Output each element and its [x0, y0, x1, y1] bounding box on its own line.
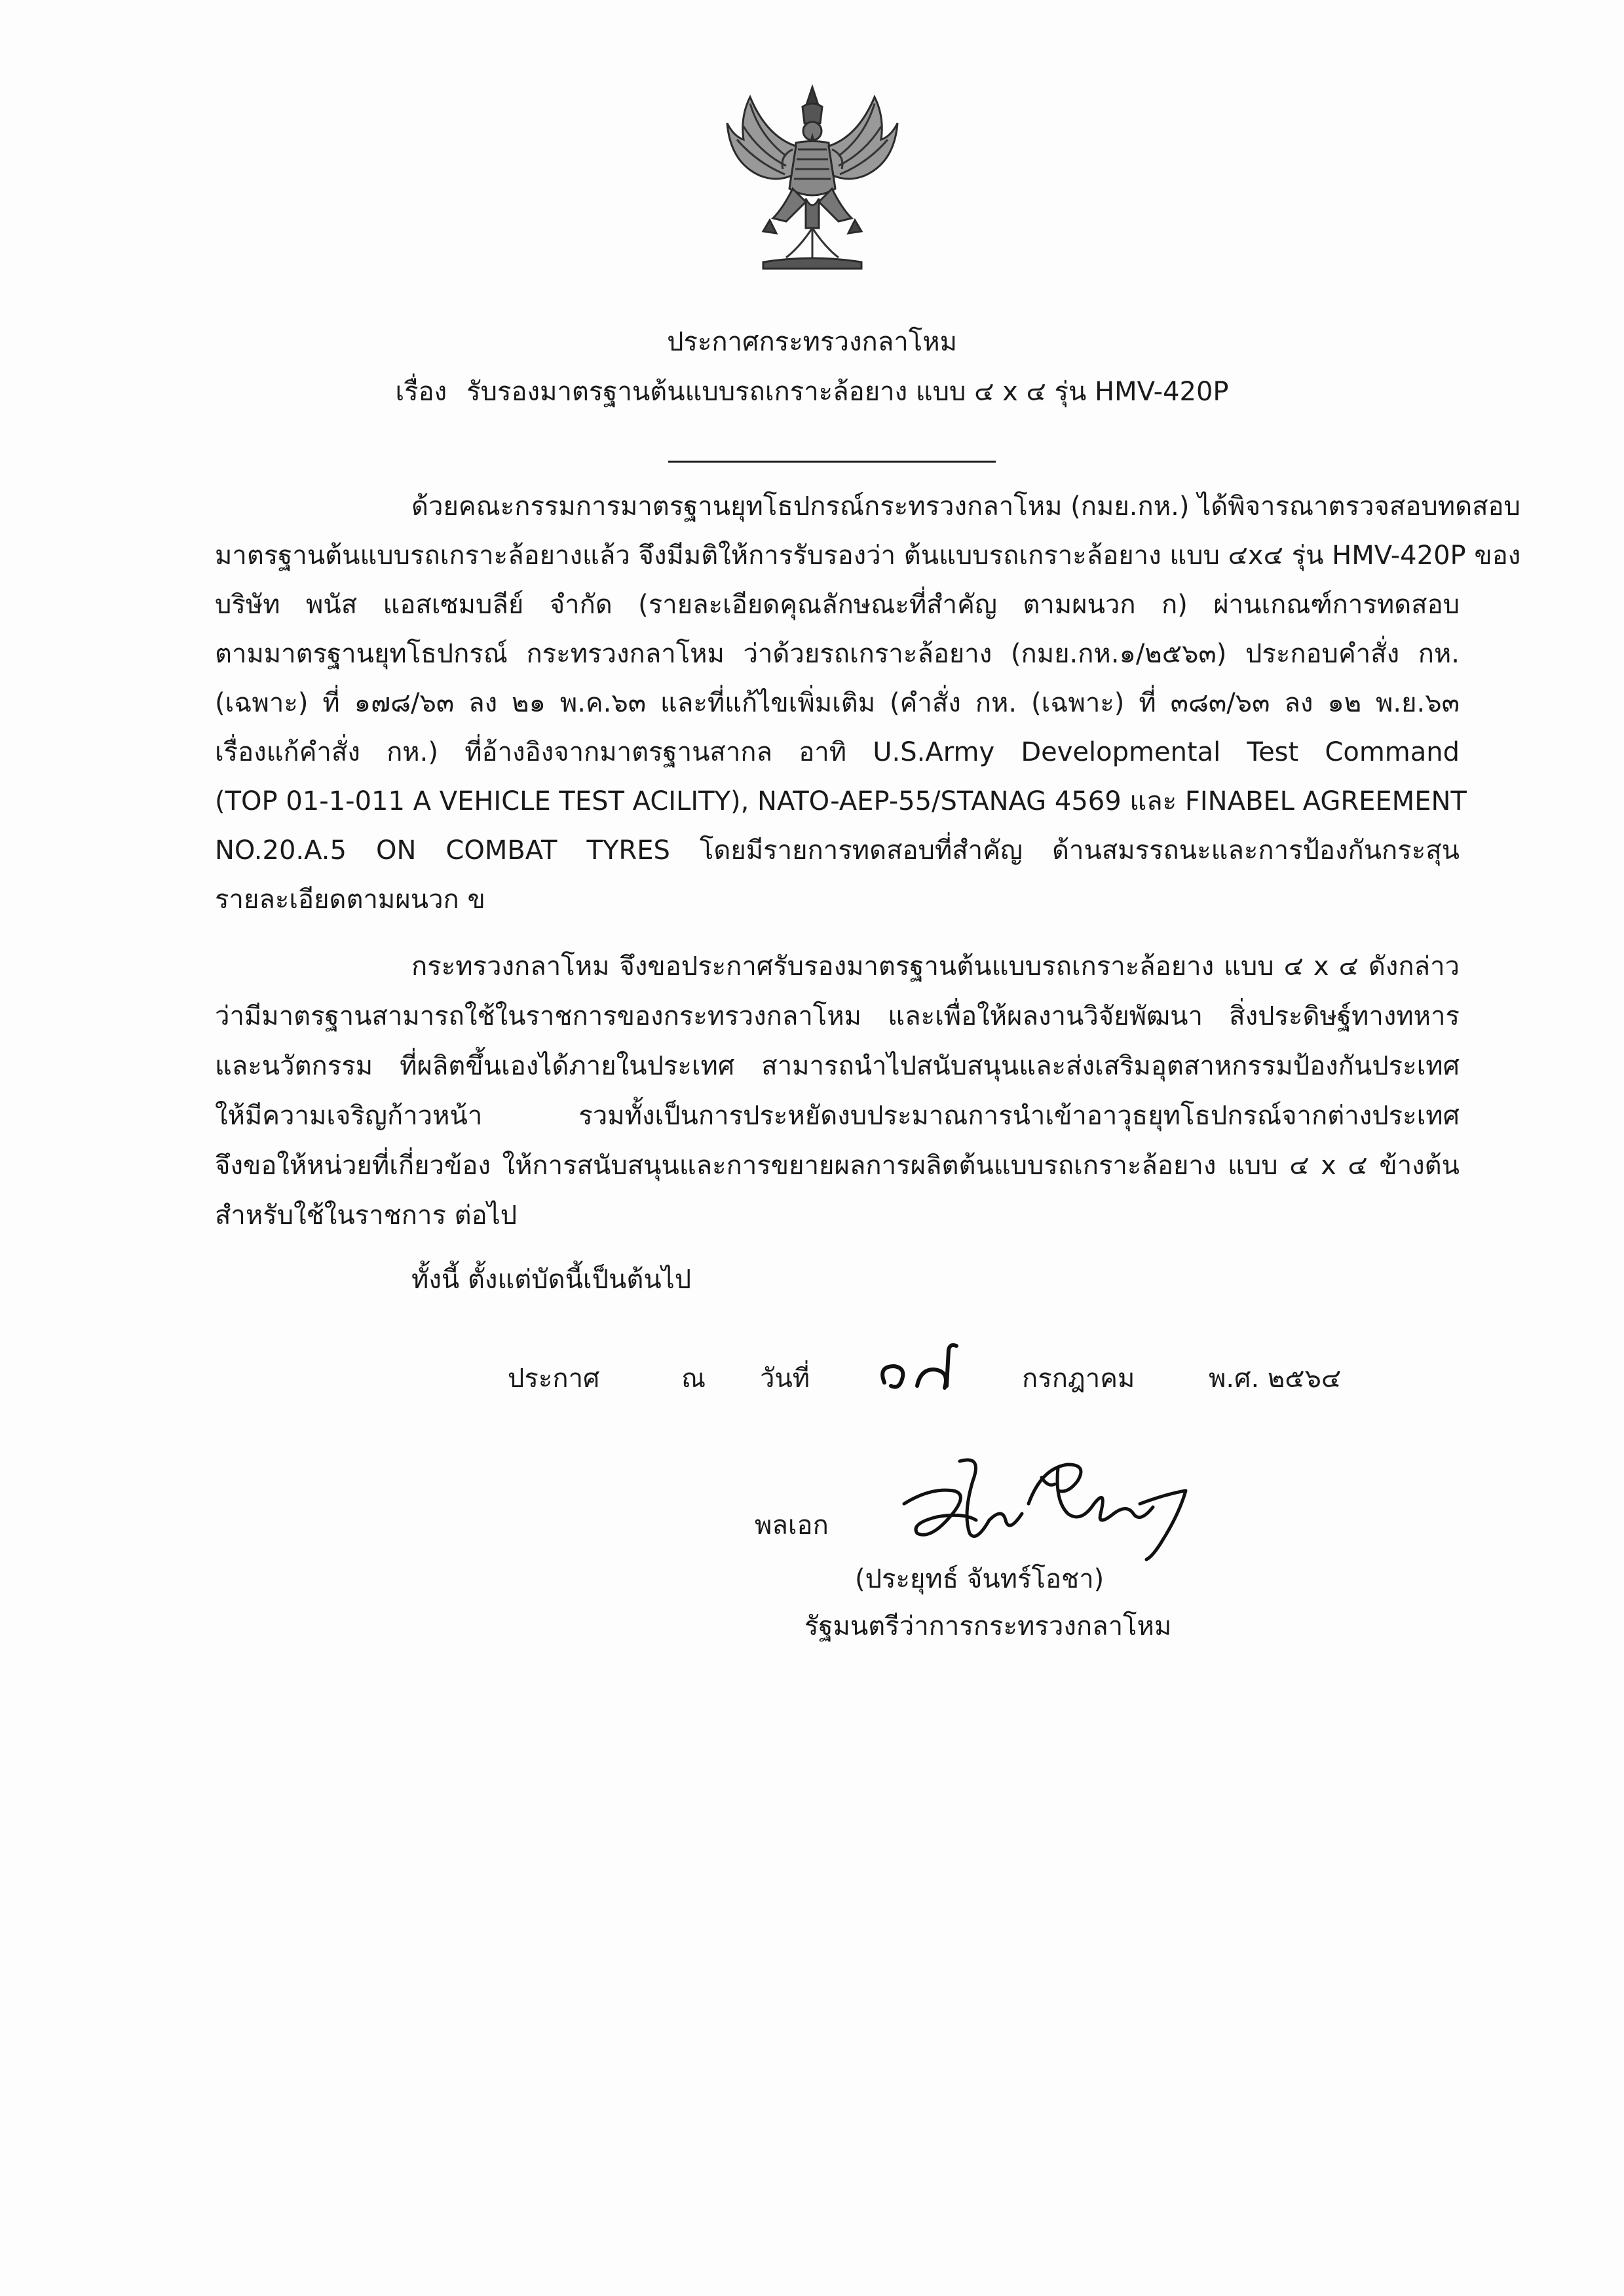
- signatory-position: รัฐมนตรีว่าการกระทรวงกลาโหม: [804, 1611, 1172, 1641]
- handwritten-signature: [891, 1442, 1199, 1573]
- paragraph-line: ตามมาตรฐานยุทโธปกรณ์ กระทรวงกลาโหม ว่าด้วยรถเกราะล้อยาง (กมย.กห.๑/๒๕๖๓) ประกอบคำสั่ง กห.: [215, 639, 1460, 669]
- subject-prefix: เรื่อง: [395, 377, 447, 407]
- paragraph-line: จึงขอให้หน่วยที่เกี่ยวข้อง ให้การสนับสนุนและการขยายผลการผลิตต้นแบบรถเกราะล้อยาง แบบ ๔ x ๔ ข้างต้น: [215, 1151, 1460, 1181]
- paragraph-line: (เฉพาะ) ที่ ๑๗๘/๖๓ ลง ๒๑ พ.ค.๖๓ และที่แก้ไขเพิ่มเติม (คำสั่ง กห. (เฉพาะ) ที่ ๓๘๓/๖๓ ลง ๑๒ พ.ย.๖๓: [215, 688, 1460, 718]
- paragraph-line: รายละเอียดตามผนวก ข: [215, 885, 485, 915]
- date-year: พ.ศ. ๒๕๖๔: [1209, 1364, 1342, 1394]
- signatory-rank: พลเอก: [755, 1510, 829, 1540]
- date-day-label: วันที่: [760, 1364, 810, 1394]
- date-month: กรกฎาคม: [1022, 1364, 1135, 1394]
- subject-line: [0, 372, 1624, 411]
- paragraph-line: ว่ามีมาตรฐานสามารถใช้ในราชการของกระทรวงกลาโหม และเพื่อให้ผลงานวิจัยพัฒนา สิ่งประดิษฐ์ทางทหาร: [215, 1001, 1460, 1031]
- paragraph-line: เรื่องแก้คำสั่ง กห.) ที่อ้างอิงจากมาตรฐานสากล อาทิ U.S.Army Developmental Test Command: [215, 737, 1460, 767]
- date-at-label: ณ: [681, 1364, 706, 1394]
- paragraph-line: กระทรวงกลาโหม จึงขอประกาศรับรองมาตรฐานต้นแบบรถเกราะล้อยาง แบบ ๔ x ๔ ดังกล่าว: [411, 951, 1460, 982]
- signatory-name: (ประยุทธ์ จันทร์โอชา): [855, 1564, 1105, 1594]
- paragraph-line: มาตรฐานต้นแบบรถเกราะล้อยางแล้ว จึงมีมติให้การรับรองว่า ต้นแบบรถเกราะล้อยาง แบบ ๔x๔ รุ่น HMV-420P ของ: [215, 541, 1521, 571]
- title-separator: [668, 461, 996, 463]
- subject-text: รับรองมาตรฐานต้นแบบรถเกราะล้อยาง แบบ ๔ x ๔ รุ่น HMV-420P: [466, 377, 1229, 407]
- date-announced-label: ประกาศ: [508, 1364, 600, 1394]
- announcement-title: ประกาศกระทรวงกลาโหม: [667, 327, 957, 357]
- paragraph-line: บริษัท พนัส แอสเซมบลีย์ จำกัด (รายละเอียดคุณลักษณะที่สำคัญ ตามผนวก ก) ผ่านเกณฑ์การทดสอบ: [215, 590, 1460, 620]
- handwritten-day-value: [871, 1337, 970, 1402]
- paragraph-line: ให้มีความเจริญก้าวหน้า รวมทั้งเป็นการประหยัดงบประมาณการนำเข้าอาวุธยุทโธปกรณ์จากต่างประเทศ: [215, 1101, 1460, 1131]
- closing-statement: ทั้งนี้ ตั้งแต่บัดนี้เป็นต้นไป: [411, 1265, 692, 1295]
- paragraph-line: สำหรับใช้ในราชการ ต่อไป: [215, 1200, 518, 1231]
- paragraph-line: ด้วยคณะกรรมการมาตรฐานยุทโธปกรณ์กระทรวงกลาโหม (กมย.กห.) ได้พิจารณาตรวจสอบทดสอบ: [411, 491, 1520, 522]
- paragraph-line: และนวัตกรรม ที่ผลิตขึ้นเองได้ภายในประเทศ สามารถนำไปสนับสนุนและส่งเสริมอุตสาหกรรมป้องกันประเทศ: [215, 1051, 1460, 1081]
- paragraph-line: NO.20.A.5 ON COMBAT TYRES โดยมีรายการทดสอบที่สำคัญ ด้านสมรรถนะและการป้องกันกระสุน: [215, 835, 1460, 866]
- garuda-emblem-icon: [714, 77, 911, 274]
- paragraph-line: (TOP 01-1-011 A VEHICLE TEST ACILITY), NATO-AEP-55/STANAG 4569 และ FINABEL AGREEMENT: [215, 786, 1467, 816]
